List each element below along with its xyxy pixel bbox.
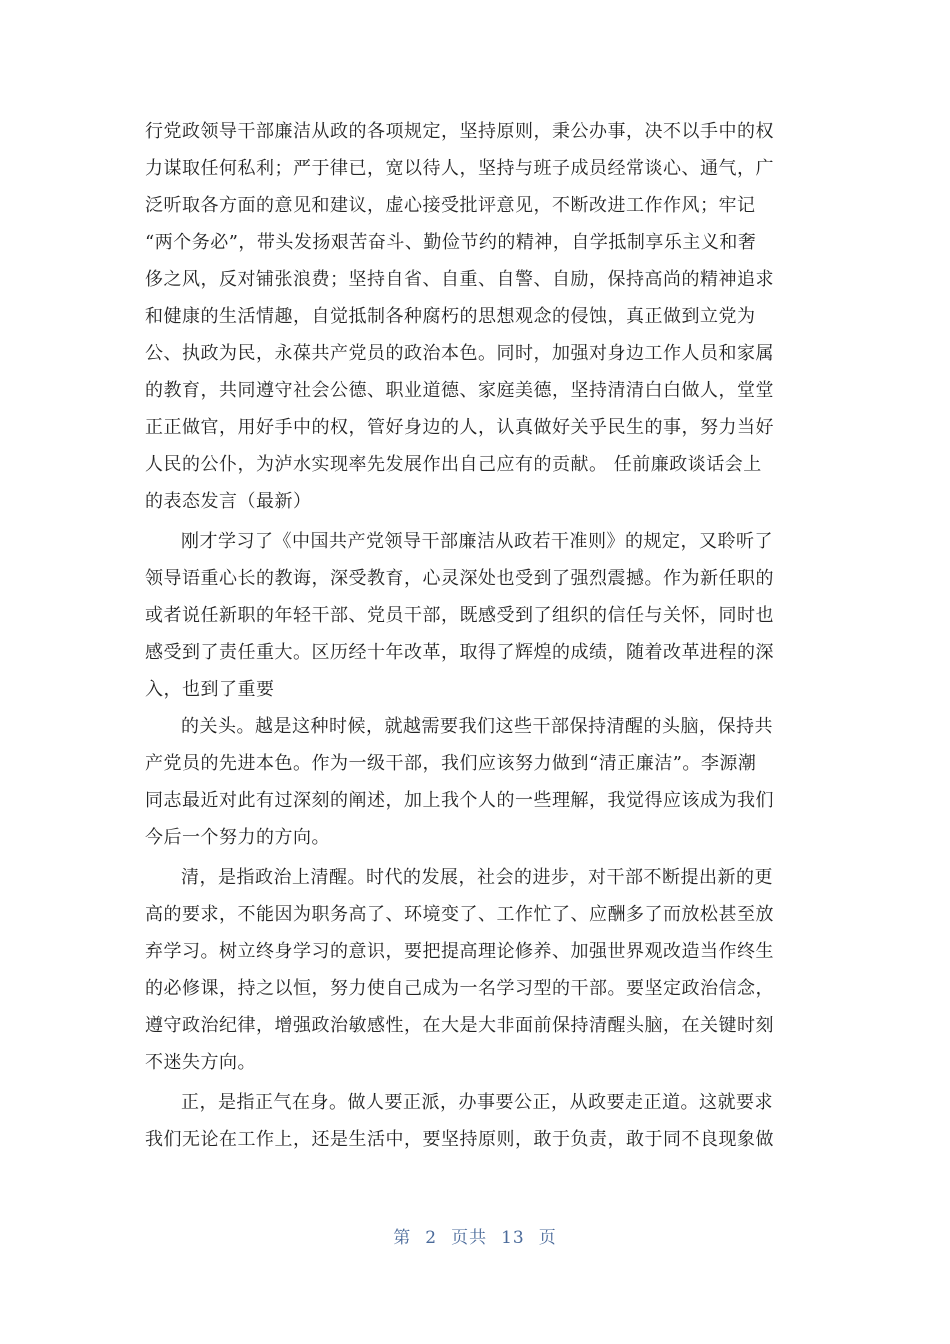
text-line-12: 刚才学习了《中国共产党领导干部廉洁从政若干准则》的规定，又聆听了 xyxy=(181,531,773,552)
page-footer xyxy=(0,1226,950,1250)
text-line-21: 清，是指政治上清醒。时代的发展，社会的进步，对干部不断提出新的更 xyxy=(181,867,773,888)
text-line-3: 泛听取各方面的意见和建议，虚心接受批评意见，不断改进工作作风；牢记 xyxy=(145,195,756,216)
text-line-7: 公、执政为民，永葆共产党员的政治本色。同时，加强对身边工作人员和家属 xyxy=(145,343,774,364)
text-line-14: 或者说任新职的年轻干部、党员干部，既感受到了组织的信任与关怀，同时也 xyxy=(145,605,774,626)
footer-total-pages: 13 xyxy=(501,1228,525,1248)
footer-middle: 页共 xyxy=(451,1228,488,1248)
text-line-24: 的必修课，持之以恒，努力使自己成为一名学习型的干部。要坚定政治信念， xyxy=(145,978,774,999)
footer-prefix: 第 xyxy=(393,1228,412,1248)
text-line-4: “两个务必”，带头发扬艰苦奋斗、勤俭节约的精神，自学抵制享乐主义和奢 xyxy=(145,232,757,253)
text-line-8: 的教育，共同遵守社会公德、职业道德、家庭美德，坚持清清白白做人，堂堂 xyxy=(145,380,774,401)
text-line-28: 我们无论在工作上，还是生活中，要坚持原则，敢于负责，敢于同不良现象做 xyxy=(145,1129,774,1150)
text-line-13: 领导语重心长的教诲，深受教育，心灵深处也受到了强烈震撼。作为新任职的 xyxy=(145,568,774,589)
text-line-27: 正，是指正气在身。做人要正派，办事要公正，从政要走正道。这就要求 xyxy=(181,1092,773,1113)
text-line-9: 正正做官，用好手中的权，管好身边的人，认真做好关乎民生的事，努力当好 xyxy=(145,417,774,438)
text-line-5: 侈之风，反对铺张浪费；坚持自省、自重、自警、自励，保持高尚的精神追求 xyxy=(145,269,774,290)
text-line-18: 产党员的先进本色。作为一级干部，我们应该努力做到“清正廉洁”。李源潮 xyxy=(145,753,757,774)
footer-suffix: 页 xyxy=(538,1228,557,1248)
text-line-2: 力谋取任何私利；严于律已，宽以待人，坚持与班子成员经常谈心、通气，广 xyxy=(145,158,774,179)
text-line-25: 遵守政治纪律，增强政治敏感性，在大是大非面前保持清醒头脑，在关键时刻 xyxy=(145,1015,774,1036)
text-line-16: 入，也到了重要 xyxy=(145,679,275,700)
text-line-15: 感受到了责任重大。区历经十年改革，取得了辉煌的成绩，随着改革进程的深 xyxy=(145,642,774,663)
text-line-10: 人民的公仆，为泸水实现率先发展作出自己应有的贡献。 任前廉政谈话会上 xyxy=(145,454,762,475)
text-line-6: 和健康的生活情趣，自觉抵制各种腐朽的思想观念的侵蚀，真正做到立党为 xyxy=(145,306,756,327)
text-line-20: 今后一个努力的方向。 xyxy=(145,827,330,848)
text-line-26: 不迷失方向。 xyxy=(145,1052,256,1073)
text-line-19: 同志最近对此有过深刻的阐述，加上我个人的一些理解，我觉得应该成为我们 xyxy=(145,790,774,811)
text-line-17: 的关头。越是这种时候，就越需要我们这些干部保持清醒的头脑，保持共 xyxy=(181,716,773,737)
text-line-22: 高的要求，不能因为职务高了、环境变了、工作忙了、应酬多了而放松甚至放 xyxy=(145,904,774,925)
footer-current-page: 2 xyxy=(425,1228,438,1248)
text-line-1: 行党政领导干部廉洁从政的各项规定，坚持原则，秉公办事，决不以手中的权 xyxy=(145,121,774,142)
text-line-23: 弃学习。树立终身学习的意识，要把提高理论修养、加强世界观改造当作终生 xyxy=(145,941,774,962)
section-heading: 的表态发言（最新） xyxy=(145,491,312,512)
